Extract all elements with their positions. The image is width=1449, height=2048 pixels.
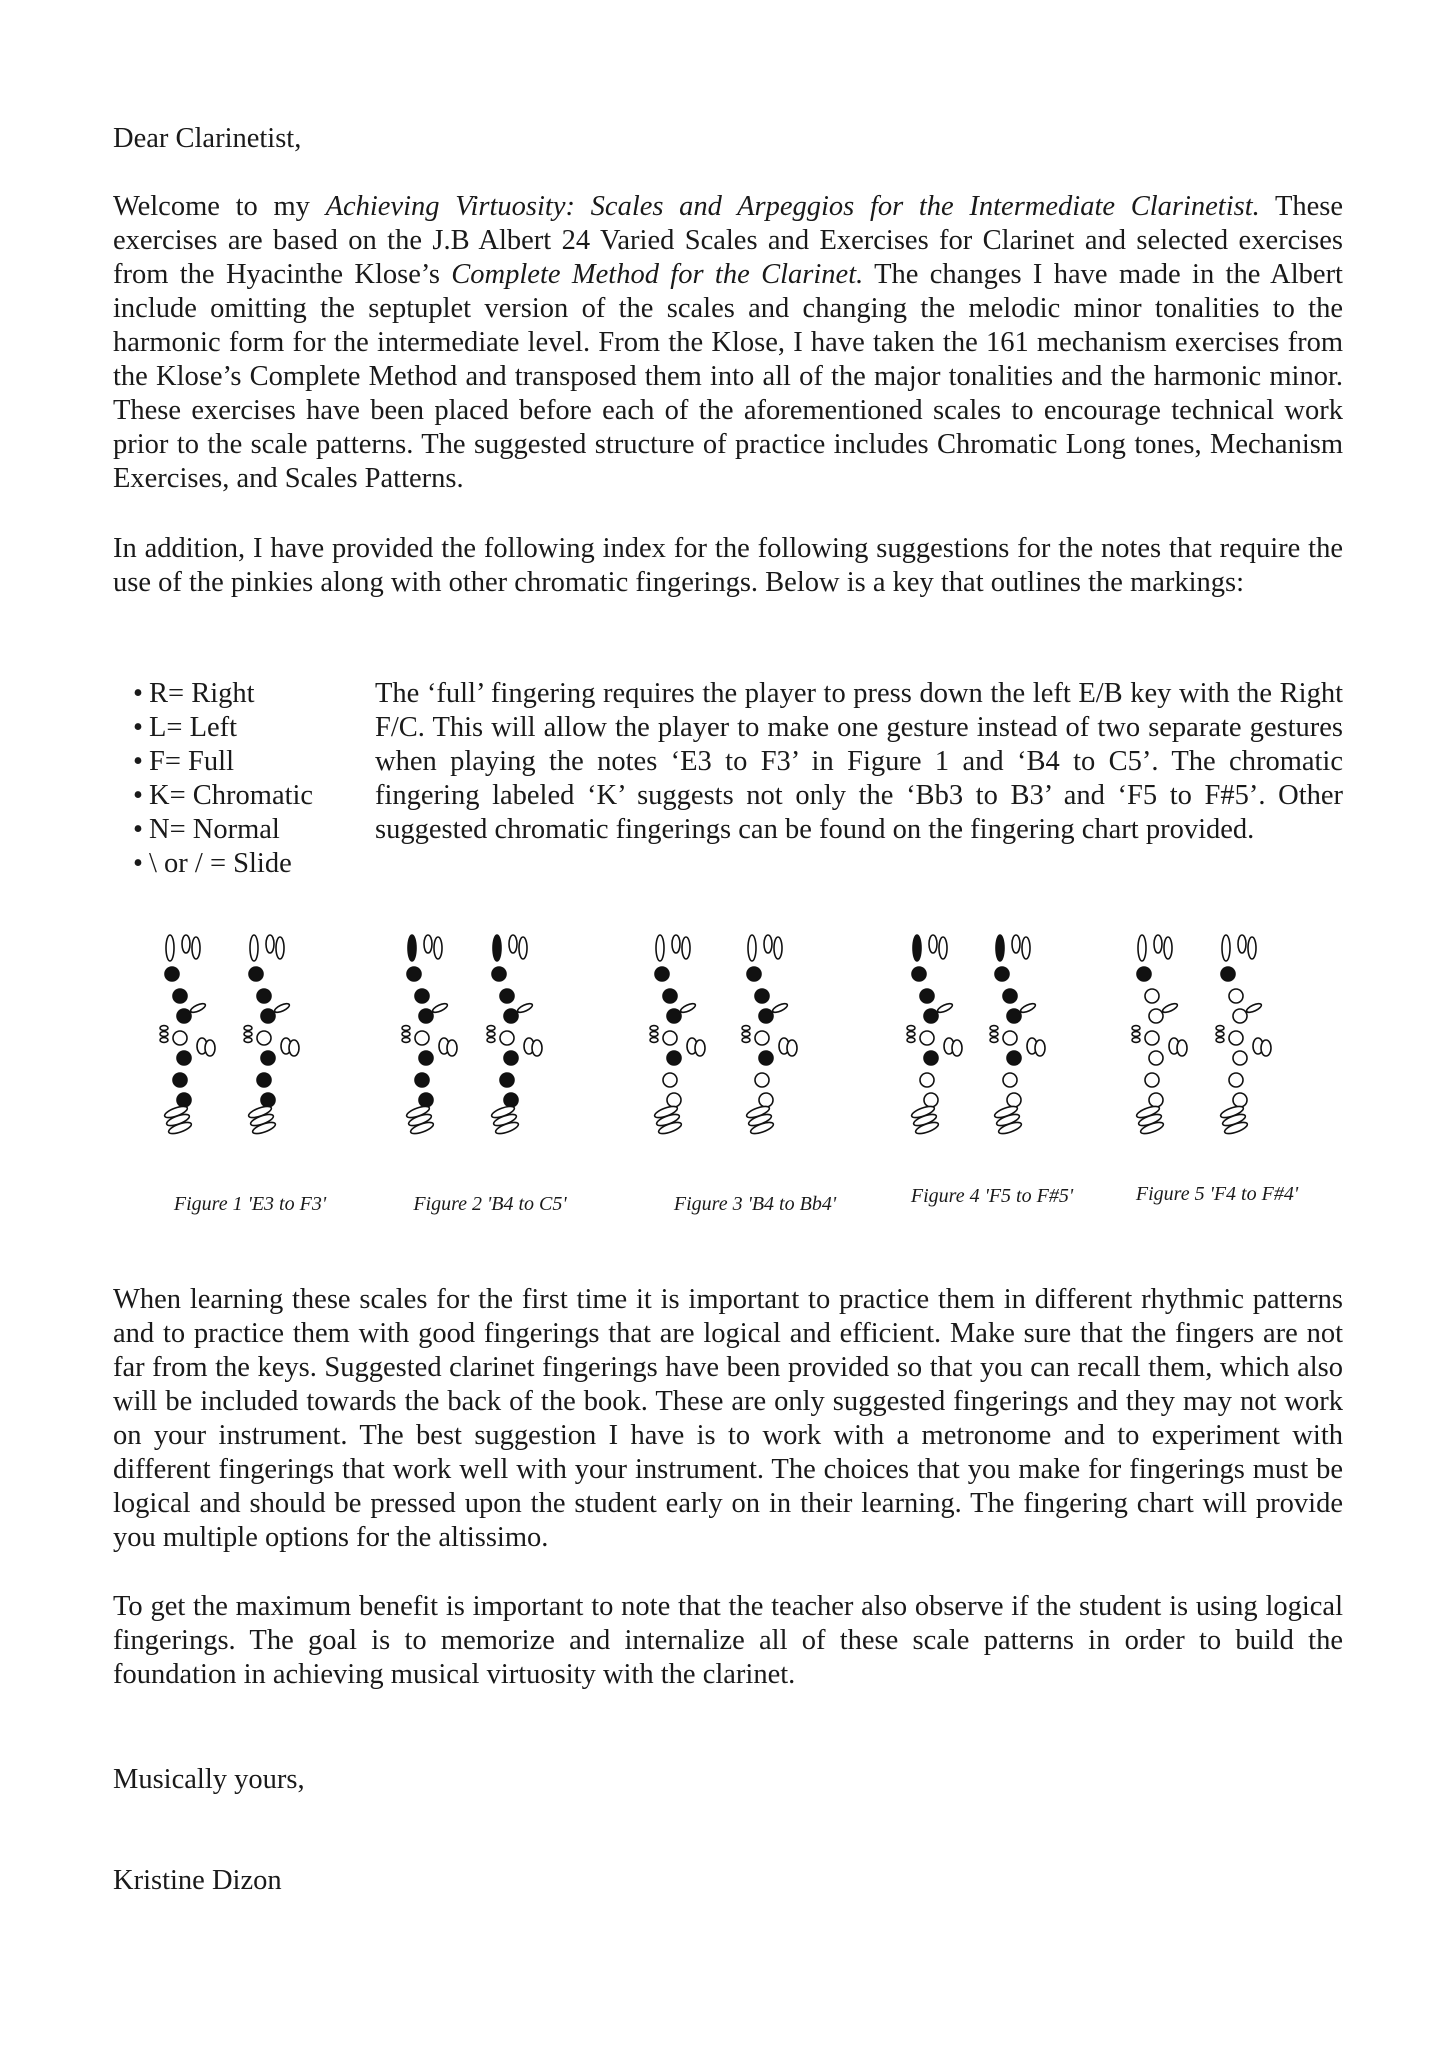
- clarinet-fingering-diagram-icon: [1214, 930, 1284, 1140]
- figure-3-caption: Figure 3 'B4 to Bb4': [673, 1193, 837, 1215]
- closing: Musically yours,: [113, 1764, 305, 1795]
- key-item-left: • L= Left: [133, 711, 373, 745]
- key-item-slide: • \ or / = Slide: [133, 847, 373, 881]
- key-description: The ‘full’ fingering requires the player to press down the left E/B key with the Right F/C. This will allow the player to make one gesture instead of two separate gestures when playing the notes ‘E3 to F3’ in Figure 1 and ‘B4 to C5’. The chromatic fingering labeled ‘K’ suggests not only the ‘Bb3 to B3’ and ‘F5 to F#5’. Other suggested chromatic fingerings can be found on the fingering chart provided.: [375, 678, 1343, 845]
- clarinet-fingering-diagram-icon: [740, 930, 810, 1140]
- clarinet-fingering-diagram-icon: [1130, 930, 1200, 1140]
- clarinet-fingering-diagram-icon: [988, 930, 1058, 1140]
- clarinet-fingering-diagram-icon: [242, 930, 312, 1140]
- klose-method-title: Complete Method for the Clarinet.: [451, 259, 864, 290]
- learning-paragraph: When learning these scales for the first time it is important to practice them in different rhythmic patterns and to practice them with good fingerings that are logical and efficient. Make sure that the fingers are not far from the keys. Suggested clarinet fingerings have been provided so that you can recall them, which also will be included towards the back of the book. These are only suggested fingerings and they may not work on your instrument. The best suggestion I have is to work with a metronome and to experiment with different fingerings that work well with your instrument. The choices that you make for fingerings must be logical and should be pressed upon the student early on in their learning. The fingering chart will provide you multiple options for the altissimo.: [113, 1284, 1343, 1553]
- figure-5-caption: Figure 5 'F4 to F#4': [1135, 1183, 1299, 1205]
- clarinet-fingering-diagram-icon: [485, 930, 555, 1140]
- intro-rest: The changes I have made in the Albert include omitting the septuplet version of the scales and changing the melodic minor tonalities to the harmonic form for the intermediate level. From the Klose, I have taken the 161 mechanism exercises from the Klose’s Complete Method and transposed them into all of the major tonalities and the harmonic minor. These exercises have been placed before each of the aforementioned scales to encourage technical work prior to the scale patterns. The suggested structure of practice includes Chromatic Long tones, Mechanism Exercises, and Scales Patterns.: [113, 259, 1343, 494]
- figure-1-caption: Figure 1 'E3 to F3': [173, 1193, 327, 1215]
- clarinet-fingering-diagram-icon: [905, 930, 975, 1140]
- intro-paragraph: [113, 190, 1343, 496]
- figure-2-caption: Figure 2 'B4 to C5': [413, 1193, 567, 1215]
- signature: Kristine Dizon: [113, 1865, 282, 1896]
- key-item-full: • F= Full: [133, 745, 373, 779]
- clarinet-fingering-diagram-icon: [648, 930, 718, 1140]
- marking-key-list: [133, 677, 373, 881]
- index-paragraph: In addition, I have provided the following index for the following suggestions for the notes that require the use of the pinkies along with other chromatic fingerings. Below is a key that outlines the markings:: [113, 533, 1343, 598]
- key-item-right: • R= Right: [133, 677, 373, 711]
- figure-4-caption: Figure 4 'F5 to F#5': [910, 1185, 1074, 1207]
- book-title: Achieving Virtuosity: Scales and Arpeggios for the Intermediate Clarinetist.: [325, 191, 1260, 222]
- intro-after-title: These exercises are based on the J.B Albert 24 Varied Scales and Exercises for Clarinet and selected exercises from the Hyacinthe Klose’s: [113, 191, 1343, 290]
- key-item-chromatic: • K= Chromatic: [133, 779, 373, 813]
- clarinet-fingering-diagram-icon: [400, 930, 470, 1140]
- clarinet-fingering-diagram-icon: [158, 930, 228, 1140]
- key-item-normal: • N= Normal: [133, 813, 373, 847]
- intro-welcome-prefix: Welcome to my: [113, 191, 326, 222]
- greeting: Dear Clarinetist,: [113, 123, 302, 154]
- benefit-paragraph: To get the maximum benefit is important to note that the teacher also observe if the student is using logical fingerings. The goal is to memorize and internalize all of these scale patterns in order to build the foundation in achieving musical virtuosity with the clarinet.: [113, 1591, 1343, 1690]
